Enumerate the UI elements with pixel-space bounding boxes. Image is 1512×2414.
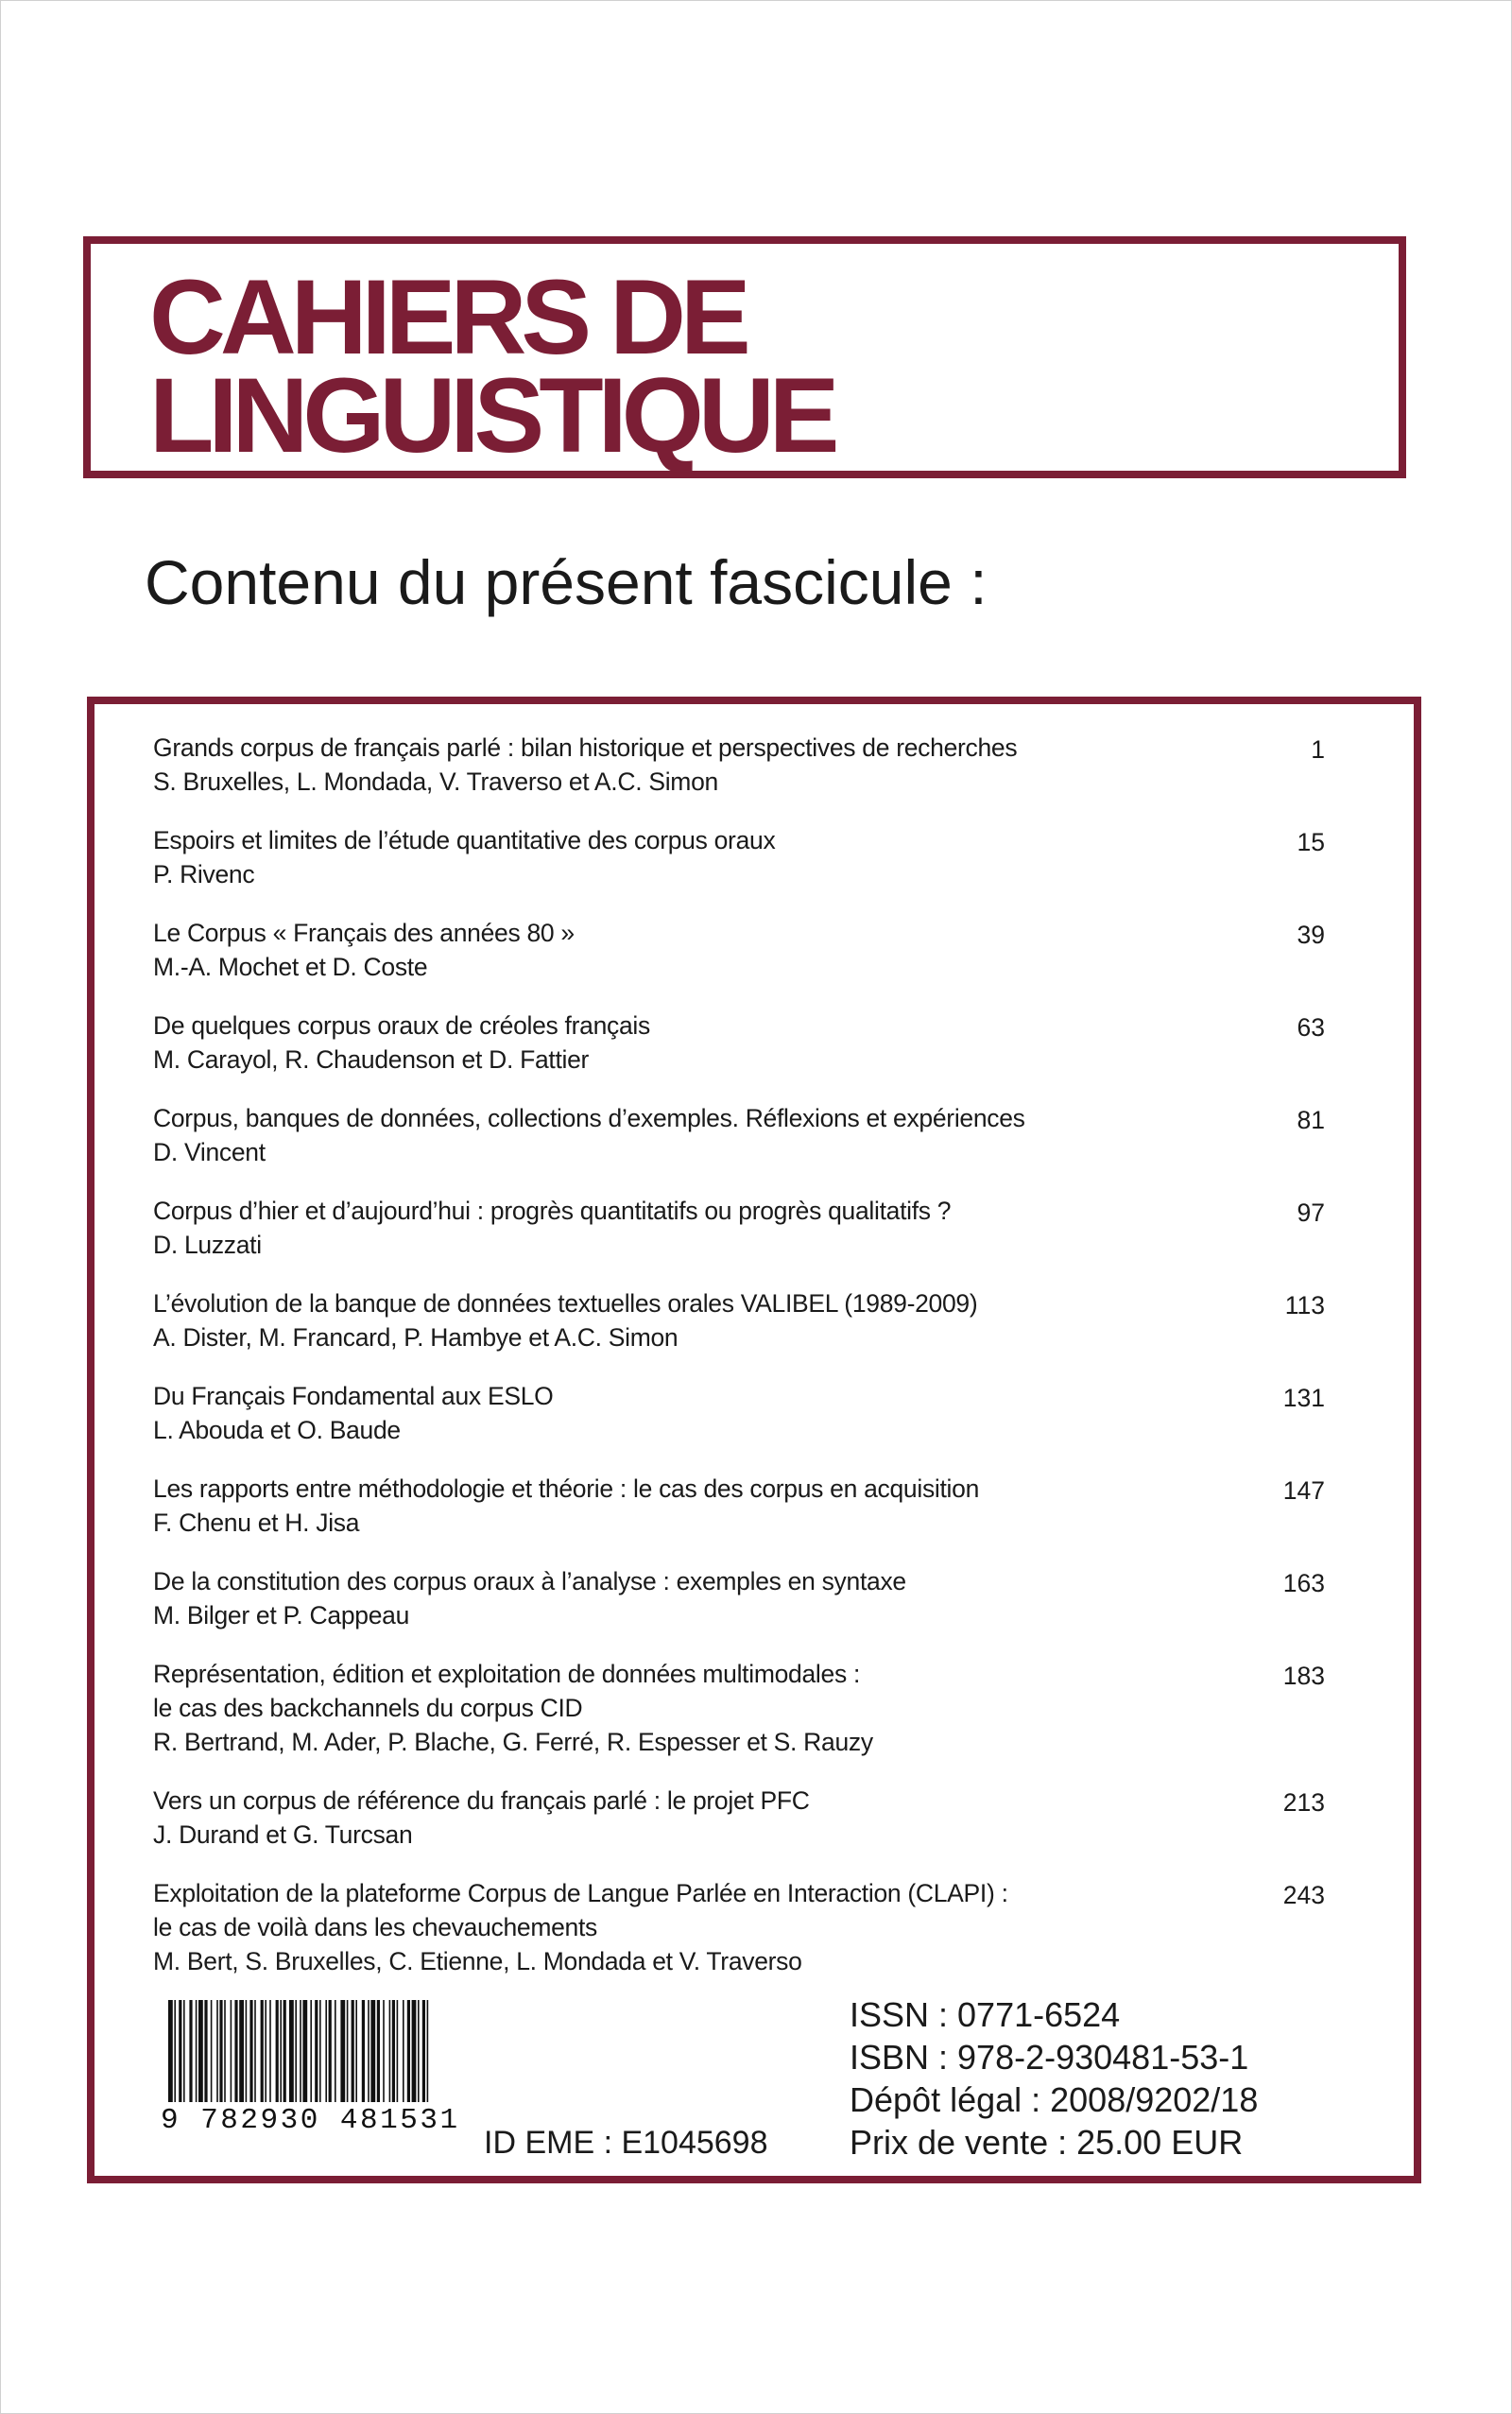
toc-entry (153, 1784, 1325, 1852)
journal-title-line2: LINGUISTIQUE (149, 356, 834, 474)
toc-entry-title: Vers un corpus de référence du français parlé : le projet PFC (153, 1786, 810, 1815)
toc-entry-title: De quelques corpus oraux de créoles français (153, 1011, 650, 1040)
barcode-bar (370, 2000, 375, 2102)
barcode-bar (276, 2000, 279, 2102)
toc-entry-page: 131 (1282, 1384, 1325, 1412)
toc-entry-page: 113 (1284, 1291, 1325, 1319)
barcode-bar (211, 2000, 213, 2102)
toc-entry (153, 916, 1325, 984)
toc-entry-title: L’évolution de la banque de données textuelles orales VALIBEL (1989-2009) (153, 1289, 978, 1318)
barcode-bar (224, 2000, 226, 2102)
barcode-bar (340, 2000, 345, 2102)
toc-entry (153, 823, 1325, 891)
toc-entry (153, 1194, 1325, 1262)
barcode-bar (377, 2000, 380, 2102)
section-heading: Contenu du présent fascicule : (145, 547, 988, 617)
barcode-bar (234, 2000, 237, 2102)
barcode-bar (261, 2000, 264, 2102)
barcode-bar (265, 2000, 266, 2102)
barcode-bar (412, 2000, 417, 2102)
toc-entry (153, 1876, 1325, 1978)
barcode-bar (335, 2000, 336, 2102)
barcode-bar (216, 2000, 218, 2102)
barcode-bar (179, 2000, 181, 2102)
barcode-bar (254, 2000, 256, 2102)
barcode-bar (246, 2000, 248, 2102)
barcode-bar (355, 2000, 357, 2102)
toc-entry-authors: D. Luzzati (153, 1231, 262, 1259)
toc-entry-page: 147 (1282, 1476, 1325, 1505)
toc-entry-authors: P. Rivenc (153, 860, 255, 888)
barcode-bar (418, 2000, 420, 2102)
barcode-bar (325, 2000, 327, 2102)
toc-entry-page: 163 (1282, 1569, 1325, 1597)
toc-entry-page: 213 (1282, 1788, 1325, 1817)
barcode-bar (392, 2000, 395, 2102)
barcode-digits: 9 782930 481531 (161, 2104, 460, 2137)
barcode-bars (161, 1996, 435, 2106)
toc-entry (153, 1472, 1325, 1540)
toc-entry-authors: M. Carayol, R. Chaudenson et D. Fattier (153, 1045, 590, 1074)
barcode-bar (362, 2000, 365, 2102)
journal-title-line1: CAHIERS DE (149, 258, 746, 376)
id-eme: ID EME : E1045698 (484, 2125, 768, 2161)
barcode-bar (280, 2000, 282, 2102)
barcode-bar (422, 2000, 425, 2102)
toc-entry-page: 63 (1297, 1013, 1325, 1042)
barcode-bar (407, 2000, 410, 2102)
toc-entry-title: le cas des backchannels du corpus CID (153, 1694, 583, 1722)
price: Prix de vente : 25.00 EUR (850, 2123, 1244, 2162)
barcode-bar (168, 2000, 173, 2102)
toc-entry-authors: D. Vincent (153, 1138, 266, 1166)
depot-legal: Dépôt légal : 2008/9202/18 (850, 2080, 1259, 2119)
publication-info (850, 1993, 1258, 2164)
toc-entry-authors: M. Bert, S. Bruxelles, C. Etienne, L. Mondada et V. Traverso (153, 1947, 802, 1975)
toc-entry-title: Les rapports entre méthodologie et théorie : le cas des corpus en acquisition (153, 1474, 980, 1503)
barcode-bar (183, 2000, 185, 2102)
toc-entry-title: Exploitation de la plateforme Corpus de Langue Parlée en Interaction (CLAPI) : (153, 1879, 1008, 1907)
toc-entry-page: 97 (1297, 1198, 1325, 1227)
barcode-bar (310, 2000, 312, 2102)
toc-entry (153, 1101, 1325, 1169)
barcode-bar (196, 2000, 198, 2102)
isbn: ISBN : 978-2-930481-53-1 (850, 2038, 1249, 2077)
toc-entry-page: 243 (1282, 1881, 1325, 1909)
toc-entry-authors: L. Abouda et O. Baude (153, 1416, 401, 1444)
toc-entry-authors: S. Bruxelles, L. Mondada, V. Traverso et A.C. Simon (153, 767, 718, 796)
barcode-bar (427, 2000, 429, 2102)
barcode-bar (289, 2000, 294, 2102)
barcode-bar (198, 2000, 203, 2102)
toc-entry (153, 1286, 1325, 1354)
toc-entry (153, 1657, 1325, 1759)
toc-entry-authors: M.-A. Mochet et D. Coste (153, 953, 428, 981)
isbn-barcode (161, 1996, 460, 2157)
barcode-bar (239, 2000, 244, 2102)
barcode-bar (368, 2000, 369, 2102)
toc-entry (153, 1564, 1325, 1632)
barcode-bar (315, 2000, 318, 2102)
barcode-bar (319, 2000, 321, 2102)
barcode-bar (389, 2000, 391, 2102)
barcode-bar (397, 2000, 399, 2102)
toc-entry-page: 15 (1297, 828, 1325, 856)
toc-entry-authors: M. Bilger et P. Cappeau (153, 1601, 410, 1629)
toc-entry (153, 731, 1325, 799)
barcode-bar (300, 2000, 301, 2102)
toc-entry-title: le cas de voilà dans les chevauchements (153, 1913, 597, 1941)
toc-entry-title: Corpus, banques de données, collections d’exemples. Réflexions et expériences (153, 1104, 1025, 1132)
issn: ISSN : 0771-6524 (850, 1995, 1121, 2034)
toc-entry-page: 1 (1311, 735, 1325, 764)
barcode-bar (189, 2000, 192, 2102)
barcode-bar (302, 2000, 307, 2102)
toc-entry-authors: R. Bertrand, M. Ader, P. Blache, G. Ferré, R. Espesser et S. Rauzy (153, 1728, 873, 1756)
toc-entry-authors: F. Chenu et H. Jisa (153, 1509, 360, 1537)
table-of-contents (87, 697, 1421, 2183)
toc-entry-title: Espoirs et limites de l’étude quantitative des corpus oraux (153, 826, 776, 854)
barcode-bar (403, 2000, 404, 2102)
barcode-bar (249, 2000, 252, 2102)
barcode-bar (347, 2000, 349, 2102)
barcode-bar (284, 2000, 286, 2102)
barcode-bar (174, 2000, 176, 2102)
barcode-bar (269, 2000, 271, 2102)
toc-entry (153, 1009, 1325, 1077)
barcode-bar (295, 2000, 297, 2102)
toc-entry-page: 81 (1297, 1106, 1325, 1134)
toc-entry-title: Le Corpus « Français des années 80 » (153, 919, 575, 947)
toc-entry (153, 1379, 1325, 1447)
toc-entry-title: Corpus d’hier et d’aujourd’hui : progrès quantitatifs ou progrès qualitatifs ? (153, 1197, 952, 1225)
toc-entry-authors: J. Durand et G. Turcsan (153, 1820, 413, 1849)
toc-entry-authors: A. Dister, M. Francard, P. Hambye et A.C. Simon (153, 1323, 679, 1352)
barcode-bar (204, 2000, 207, 2102)
toc-entry-page: 183 (1282, 1662, 1325, 1690)
barcode-bar (219, 2000, 222, 2102)
barcode-bar (352, 2000, 354, 2102)
barcode-bar (329, 2000, 332, 2102)
toc-entry-title: De la constitution des corpus oraux à l’analyse : exemples en syntaxe (153, 1567, 906, 1595)
barcode-bar (383, 2000, 385, 2102)
toc-entry-title: Grands corpus de français parlé : bilan historique et perspectives de recherches (153, 733, 1018, 762)
toc-entry-title: Du Français Fondamental aux ESLO (153, 1382, 554, 1410)
toc-entry-page: 39 (1297, 921, 1325, 949)
journal-title-box (83, 236, 1406, 478)
toc-entry-title: Représentation, édition et exploitation de données multimodales : (153, 1660, 861, 1688)
barcode-bar (231, 2000, 232, 2102)
toc-list (153, 731, 1325, 2003)
